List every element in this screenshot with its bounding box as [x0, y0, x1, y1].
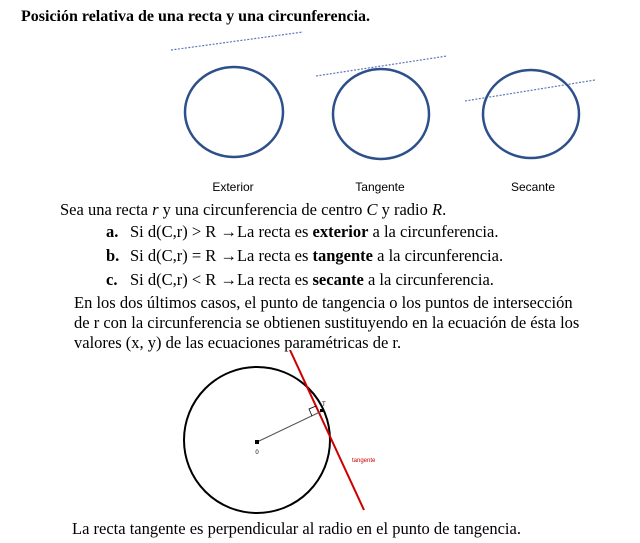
intro-sentence: Sea una recta r y una circunferencia de centro C y radio R.: [60, 200, 447, 219]
tangent-figure: [0, 350, 640, 515]
page-title: Posición relativa de una recta y una circunferencia.: [21, 8, 371, 25]
center-point: [255, 440, 259, 444]
caption-tangente: Tangente: [355, 180, 405, 194]
point-label: T: [322, 402, 326, 408]
case-item-a: a. Si d(C,r) > R →La recta es exterior a la circunferencia.: [106, 222, 499, 241]
closing-sentence: La recta tangente es perpendicular al radio en el punto de tangencia.: [72, 519, 521, 538]
tangent-red-line: [290, 350, 364, 510]
tangent-line: [316, 56, 447, 76]
paragraph-line: de r con la circunferencia se obtienen sustituyendo en la ecuación de ésta los: [74, 313, 580, 332]
paragraph-line: En los dos últimos casos, el punto de tangencia o los puntos de intersección: [74, 293, 573, 312]
exterior-line: [171, 32, 303, 50]
tangent-circle: [333, 69, 429, 159]
caption-exterior: Exterior: [212, 180, 254, 194]
tangent-label: tangente: [352, 458, 376, 464]
case-item-b: b. Si d(C,r) = R →La recta es tangente a la circunferencia.: [106, 246, 504, 265]
exterior-circle: [185, 67, 283, 157]
center-label: 0: [255, 450, 259, 456]
case-item-c: c. Si d(C,r) < R →La recta es secante a la circunferencia.: [106, 270, 494, 289]
relative-position-figure: [0, 0, 640, 200]
caption-secante: Secante: [510, 180, 556, 194]
explanation-paragraph: [74, 293, 634, 353]
paragraph-line: valores (x, y) de las ecuaciones paramétricas de r.: [74, 333, 402, 352]
secant-circle: [483, 70, 579, 158]
tangent-point: [320, 409, 323, 412]
